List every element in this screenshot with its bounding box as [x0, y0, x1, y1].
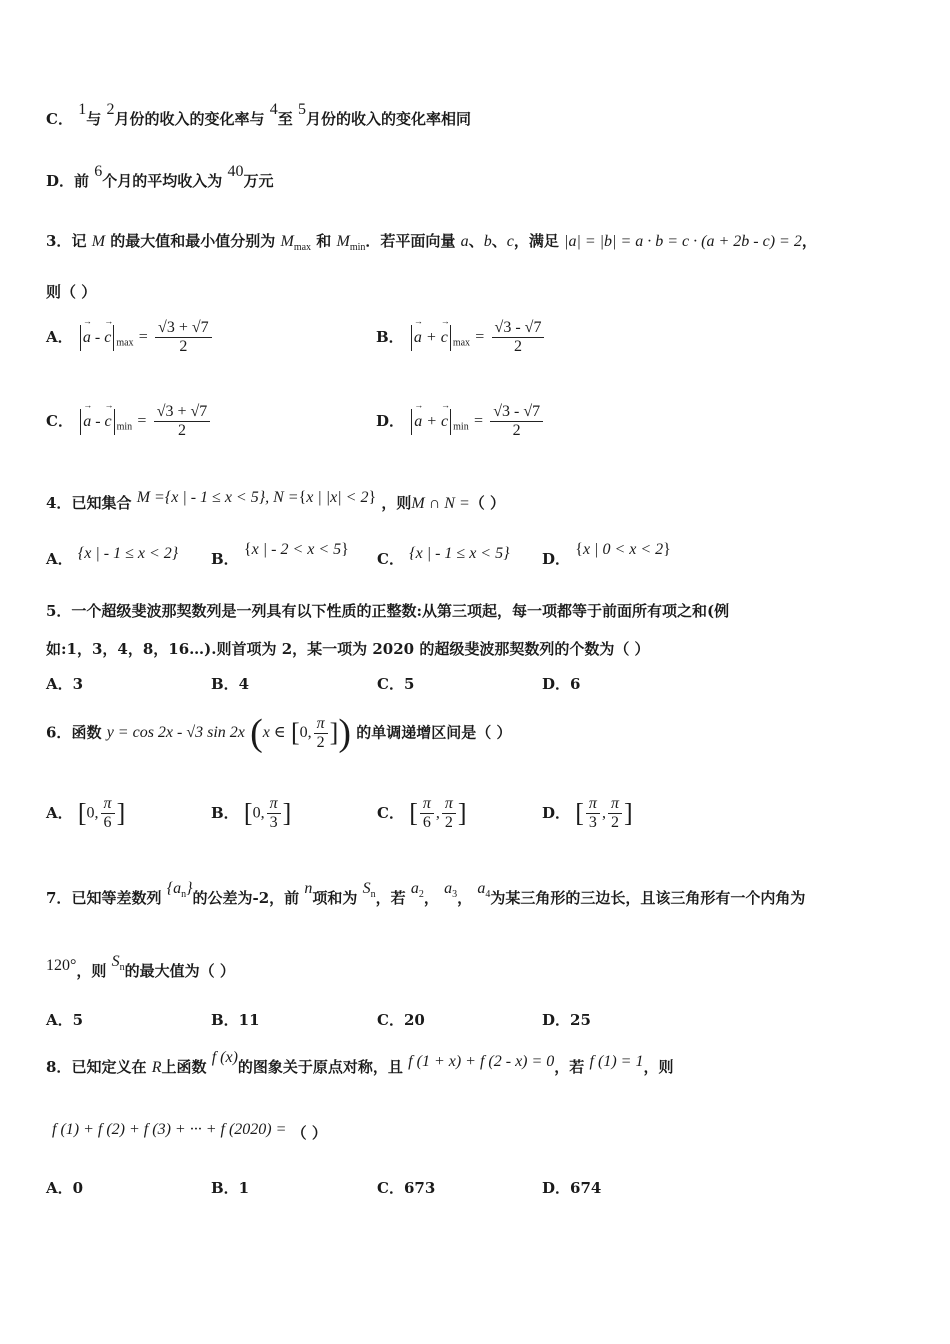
q5-line2: 如:1，3，4，8，16…).则首项为 2，某一项为 2020 的超级斐波那契数列的个数为（ ）	[46, 640, 650, 658]
q3-stem: 3．记 M 的最大值和最小值分别为 $M_{max}$ 和 $M_{min}$．若平面向量 a、b、c，满足 |a| = |b| = a · b = c · (a + 2b - c) = 2，	[46, 232, 817, 253]
q7-option-b[interactable]: B．11	[211, 1011, 260, 1029]
q8-option-a[interactable]: A．0	[46, 1179, 84, 1197]
q4-option-c[interactable]: C． {x | - 1 ≤ x < 5}	[377, 545, 510, 568]
q7-option-d[interactable]: D．25	[542, 1011, 591, 1029]
math-num: 1	[78, 101, 87, 118]
q8-stem: 8．已知定义在 R上函数 f (x)的图象关于原点对称，且 f (1 + x) + f (2 - x) = 0，若 f (1) = 1，则	[46, 1049, 674, 1076]
q3-option-d[interactable]: D． → a + → c $_{min}$ = $\frac{√3 - √7}{2}$	[376, 404, 545, 439]
q3-option-c[interactable]: C． → a - → c $_{min}$ = $\frac{√3 + √7}{2}$	[46, 404, 212, 439]
q6-option-c[interactable]: C． [ $\frac{\pi}{6}$ , $\frac{\pi}{2}$ ]	[377, 795, 467, 831]
math-num: 4	[269, 101, 278, 118]
q5-option-c[interactable]: C．5	[377, 675, 415, 693]
q2-option-d: D．前 6个月的平均收入为 40万元	[46, 163, 274, 190]
q4-option-b[interactable]: B． {x | - 2 < x < 5}	[211, 541, 349, 568]
q3-then: 则（ ）	[46, 283, 97, 301]
math-num: 2	[106, 101, 115, 118]
q8-option-b[interactable]: B．1	[211, 1179, 250, 1197]
q7-option-c[interactable]: C．20	[377, 1011, 425, 1029]
q4-option-a[interactable]: A． {x | - 1 ≤ x < 2}	[46, 545, 179, 568]
math-num: 40	[227, 163, 244, 180]
q4-option-d[interactable]: D． {x | 0 < x < 2}	[542, 541, 671, 568]
q6-option-a[interactable]: A． [0, $\frac{\pi}{6}$ ]	[46, 795, 126, 831]
q6-option-d[interactable]: D． [ $\frac{\pi}{3}$ , $\frac{\pi}{2}$ ]	[542, 795, 633, 831]
q4-stem: 4．已知集合 M ={x | - 1 ≤ x < 5}, N ={x | |x| < 2} ，则M ∩ N =（ ）	[46, 489, 506, 512]
q7-stem-cont: 120°，则 $S_n$的最大值为（ ）	[46, 953, 235, 980]
q5-line1: 5．一个超级斐波那契数列是一列具有以下性质的正整数:从第三项起，每一项都等于前面所有项之和(例	[46, 602, 730, 620]
q3-option-b[interactable]: B． → a + → c $_{max}$ = $\frac{√3 - √7}{2}$	[376, 320, 546, 355]
q5-option-a[interactable]: A．3	[46, 675, 84, 693]
q5-option-d[interactable]: D．6	[542, 675, 581, 693]
math-num: 5	[297, 101, 306, 118]
q8-sum: f (1) + f (2) + f (3) + ··· + f (2020) = （ ）	[52, 1121, 327, 1142]
q3-option-a[interactable]: A． → a - → c $_{max}$ = $\frac{√3 + √7}{2}$	[46, 320, 214, 355]
q6-option-b[interactable]: B． [0, $\frac{\pi}{3}$ ]	[211, 795, 292, 831]
q8-option-d[interactable]: D．674	[542, 1179, 602, 1197]
q7-option-a[interactable]: A．5	[46, 1011, 84, 1029]
q5-option-b[interactable]: B．4	[211, 675, 250, 693]
q6-stem: 6．函数 y = cos 2x - √3 sin 2x (x ∈ [0, $\frac{\pi}{2}$ ]) 的单调递增区间是（ ）	[46, 712, 512, 754]
math-num: 6	[94, 163, 103, 180]
q8-option-c[interactable]: C．673	[377, 1179, 436, 1197]
q3-condition: |a| = |b| = a · b = c · (a + 2b - c) = 2	[564, 233, 802, 250]
q2-option-c: C． 1与 2月份的收入的变化率与 4至 5月份的收入的变化率相同	[46, 101, 471, 128]
q7-stem: 7．已知等差数列 $\{a_n\}$的公差为-2，前 n项和为 $S_n$，若 $a_2$， $a_3$， $a_4$为某三角形的三边长，且该三角形有一个内角为	[46, 880, 806, 907]
